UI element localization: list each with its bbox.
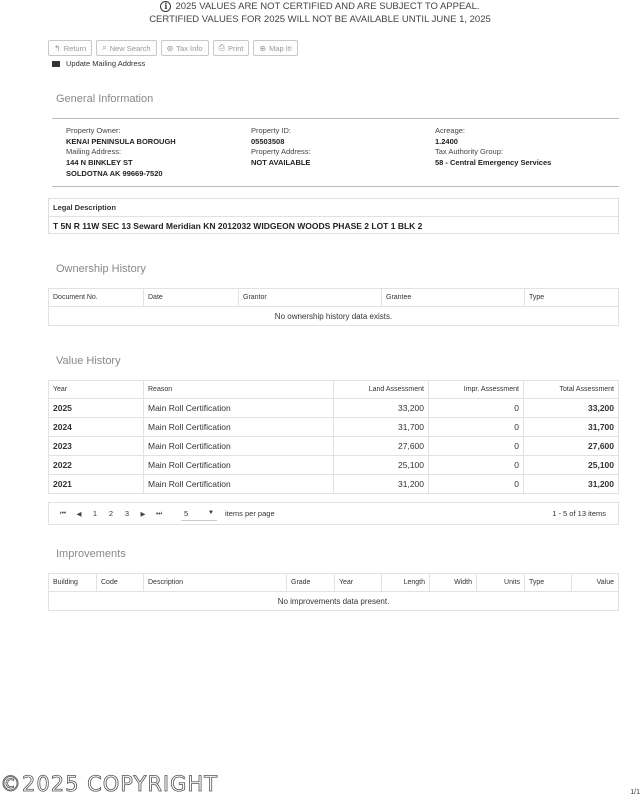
impr-cell: 0 xyxy=(429,399,524,418)
improvements-table xyxy=(48,573,619,611)
impr-cell: 0 xyxy=(429,456,524,475)
acreage-label: Acreage: xyxy=(435,126,466,135)
tax-authority-group-value: 58 - Central Emergency Services xyxy=(435,158,552,168)
table-row xyxy=(49,307,619,326)
reason-cell: Main Roll Certification xyxy=(144,418,334,437)
reason-cell: Main Roll Certification xyxy=(144,475,334,494)
table-header-row xyxy=(49,381,619,399)
toolbar xyxy=(48,40,298,56)
total-cell: 25,100 xyxy=(524,456,619,475)
year-cell: 2024 xyxy=(49,418,144,437)
empty-message: No ownership history data exists. xyxy=(49,307,619,326)
table-header-row xyxy=(49,574,619,592)
table-row xyxy=(49,475,619,494)
copyright-watermark: ©2025 COPYRIGHT xyxy=(0,772,219,796)
page-1-link[interactable]: 1 xyxy=(92,509,98,518)
column-header[interactable]: Document No. xyxy=(49,289,144,307)
column-header[interactable]: Type xyxy=(525,289,619,307)
info-icon: i xyxy=(160,1,171,12)
owner-label: Property Owner: xyxy=(66,126,121,135)
new-search-button[interactable]: ⌕ New Search xyxy=(96,40,156,56)
notice-line-2: CERTIFIED VALUES FOR 2025 WILL NOT BE AVAILABLE UNTIL JUNE 1, 2025 xyxy=(149,14,491,25)
value-history-title: Value History xyxy=(56,355,121,367)
column-header[interactable]: Code xyxy=(97,574,144,592)
mailing-address-line-1: 144 N BINKLEY ST xyxy=(66,158,133,168)
page-2-link[interactable]: 2 xyxy=(108,509,114,518)
year-cell: 2021 xyxy=(49,475,144,494)
items-per-page-label: items per page xyxy=(225,509,275,518)
column-header[interactable]: Date xyxy=(144,289,239,307)
page-size-value: 5 xyxy=(184,508,189,518)
mailing-address-line-2: SOLDOTNA AK 99669-7520 xyxy=(66,168,163,178)
previous-page-icon[interactable]: ◀ xyxy=(76,510,82,518)
globe-icon: ⊕ xyxy=(259,43,267,53)
return-button[interactable]: ↰ Return xyxy=(48,40,92,56)
column-header[interactable]: Building xyxy=(49,574,97,592)
page-number: 1/1 xyxy=(630,789,640,796)
divider xyxy=(52,118,619,119)
property-address-label: Property Address: xyxy=(251,147,311,157)
legal-description-box xyxy=(48,198,619,234)
pager xyxy=(48,502,619,525)
property-column xyxy=(251,126,311,169)
property-address-value: NOT AVAILABLE xyxy=(251,158,311,168)
item-count: 1 - 5 of 13 items xyxy=(552,509,606,518)
next-page-icon[interactable]: ▶ xyxy=(140,510,146,518)
column-header[interactable]: Grade xyxy=(287,574,335,592)
table-row xyxy=(49,437,619,456)
map-it-button[interactable]: ⊕ Map It! xyxy=(253,40,298,56)
column-header[interactable]: Grantee xyxy=(382,289,525,307)
first-page-icon[interactable]: ⏮ xyxy=(60,509,66,517)
column-header[interactable]: Description xyxy=(144,574,287,592)
owner-column xyxy=(66,126,176,180)
land-cell: 31,200 xyxy=(334,475,429,494)
impr-cell: 0 xyxy=(429,437,524,456)
ownership-history-title: Ownership History xyxy=(56,263,146,275)
print-button[interactable]: ⎙ Print xyxy=(213,40,250,56)
notice-banner xyxy=(0,0,640,26)
table-header-row xyxy=(49,289,619,307)
column-header[interactable]: Type xyxy=(525,574,572,592)
column-header[interactable]: Impr. Assessment xyxy=(429,381,524,399)
column-header[interactable]: Value xyxy=(572,574,619,592)
year-cell: 2022 xyxy=(49,456,144,475)
total-cell: 27,600 xyxy=(524,437,619,456)
table-row xyxy=(49,456,619,475)
column-header[interactable]: Reason xyxy=(144,381,334,399)
land-cell: 25,100 xyxy=(334,456,429,475)
table-row xyxy=(49,418,619,437)
property-id-value: 05503508 xyxy=(251,136,285,146)
land-cell: 31,700 xyxy=(334,418,429,437)
acreage-value: 1.2400 xyxy=(435,136,458,146)
owner-value: KENAI PENINSULA BOROUGH xyxy=(66,136,176,146)
page-size-select[interactable] xyxy=(181,507,217,521)
column-header[interactable]: Total Assessment xyxy=(524,381,619,399)
general-information-title: General Information xyxy=(56,93,154,105)
dollar-icon: ⊛ xyxy=(166,43,174,53)
mailing-address-label: Mailing Address: xyxy=(66,147,122,157)
column-header[interactable]: Year xyxy=(49,381,144,399)
search-icon: ⌕ xyxy=(102,43,107,52)
chevron-down-icon: ▼ xyxy=(208,510,214,516)
impr-cell: 0 xyxy=(429,418,524,437)
column-header[interactable]: Year xyxy=(335,574,382,592)
total-cell: 33,200 xyxy=(524,399,619,418)
tax-authority-group-label: Tax Authority Group: xyxy=(435,147,503,157)
total-cell: 31,200 xyxy=(524,475,619,494)
last-page-icon[interactable]: ⏭ xyxy=(156,509,162,517)
reason-cell: Main Roll Certification xyxy=(144,437,334,456)
year-cell: 2023 xyxy=(49,437,144,456)
total-cell: 31,700 xyxy=(524,418,619,437)
table-row xyxy=(49,399,619,418)
print-icon: ⎙ xyxy=(218,43,225,52)
reason-cell: Main Roll Certification xyxy=(144,399,334,418)
land-cell: 27,600 xyxy=(334,437,429,456)
empty-message: No improvements data present. xyxy=(49,592,619,611)
property-id-label: Property ID: xyxy=(251,126,292,135)
land-cell: 33,200 xyxy=(334,399,429,418)
impr-cell: 0 xyxy=(429,475,524,494)
column-header[interactable]: Units xyxy=(477,574,525,592)
divider xyxy=(52,186,619,187)
legal-description-text: T 5N R 11W SEC 13 Seward Meridian KN 2012032 WIDGEON WOODS PHASE 2 LOT 1 BLK 2 xyxy=(49,216,618,235)
column-header[interactable]: Land Assessment xyxy=(334,381,429,399)
year-cell: 2025 xyxy=(49,399,144,418)
page-3-link[interactable]: 3 xyxy=(124,509,130,518)
envelope-icon xyxy=(52,61,60,67)
update-mailing-address-link[interactable]: Update Mailing Address xyxy=(52,59,145,68)
improvements-title: Improvements xyxy=(56,548,126,560)
legal-description-heading: Legal Description xyxy=(53,203,116,212)
reason-cell: Main Roll Certification xyxy=(144,456,334,475)
ownership-history-table xyxy=(48,288,619,326)
value-history-table xyxy=(48,380,619,494)
table-row xyxy=(49,592,619,611)
column-header[interactable]: Grantor xyxy=(239,289,382,307)
acreage-column xyxy=(435,126,551,169)
notice-line-1: 2025 VALUES ARE NOT CERTIFIED AND ARE SUBJECT TO APPEAL. xyxy=(175,1,480,12)
column-header[interactable]: Width xyxy=(430,574,477,592)
column-header[interactable]: Length xyxy=(382,574,430,592)
return-arrow-icon: ↰ xyxy=(54,43,61,53)
tax-info-button[interactable]: ⊛ Tax Info xyxy=(161,40,209,56)
